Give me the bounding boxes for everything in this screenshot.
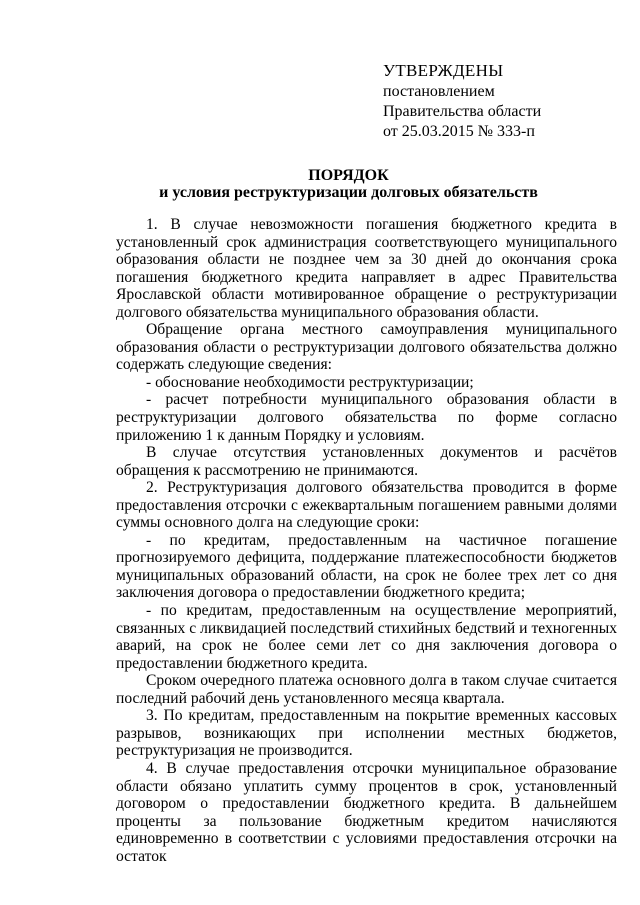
list-item-disaster-credits: - по кредитам, предоставленным на осуществление мероприятий, связанных с ликвидацией последствий стихийных бедствий и техногенных аварий, на срок не более семи лет со дня заключения договора о предоставлении бюджетного кредита. [116, 602, 617, 672]
approval-line-resolution: постановлением [383, 83, 495, 100]
document-body [116, 216, 617, 865]
list-item-justification: - обоснование необходимости реструктуризации; [146, 373, 474, 391]
list-item-deficit-credits: - по кредитам, предоставленным на частичное погашение прогнозируемого дефицита, поддержание платежеспособности бюджетов муниципальных образований области, на срок не более трех лет со дня заключения договора о предоставлении бюджетного кредита; [116, 531, 617, 602]
paragraph-1: 1. В случае невозможности погашения бюджетного кредита в установленный срок администрация соответствующего муниципального образования области не позднее чем за 30 дней до окончания срока погашения бюджетного кредита направляет в адрес Правительства Ярославской области мотивированное обращение о реструктуризации долгового обязательства муниципального образования области. [116, 216, 617, 321]
paragraph-2: 2. Реструктуризация долгового обязательства проводится в форме предоставления отсрочки с ежеквартальным погашением равными долями суммы основного долга на следующие сроки: [116, 479, 617, 532]
paragraph-4: 4. В случае предоставления отсрочки муниципальное образование области обязано уплатить сумму процентов в срок, установленный договором о предоставлении бюджетного кредита. В дальнейшем проценты за пользование бюджетным кредитом начисляются единовременно в соответствии с условиями предоставления отсрочки на остаток [116, 759, 617, 865]
paragraph-missing-documents: В случае отсутствия установленных документов и расчётов обращения к рассмотрению не принимаются. [116, 444, 617, 479]
list-item-calculation: - расчет потребности муниципального образования области в реструктуризации долгового обязательства по форме согласно приложению 1 к данным Порядку и условиям. [116, 391, 617, 444]
approval-title: УТВЕРЖДЕНЫ [383, 61, 504, 80]
approval-block [383, 60, 623, 142]
paragraph-3: 3. По кредитам, предоставленным на покрытие временных кассовых разрывов, возникающих при исполнении местных бюджетов, реструктуризация не производится. [116, 707, 617, 760]
paragraph-payment-date: Сроком очередного платежа основного долга в таком случае считается последний рабочий день установленного месяца квартала. [116, 672, 617, 707]
document-title: ПОРЯДОК [308, 167, 389, 184]
approval-line-date-number: от 25.03.2015 № 333-п [383, 123, 535, 140]
document-subtitle: и условия реструктуризации долговых обязательств [159, 184, 538, 201]
paragraph-appeal-content: Обращение органа местного самоуправления муниципального образования области о реструктуризации долгового обязательства должно содержать следующие сведения: [116, 321, 617, 374]
approval-line-government: Правительства области [383, 103, 542, 120]
